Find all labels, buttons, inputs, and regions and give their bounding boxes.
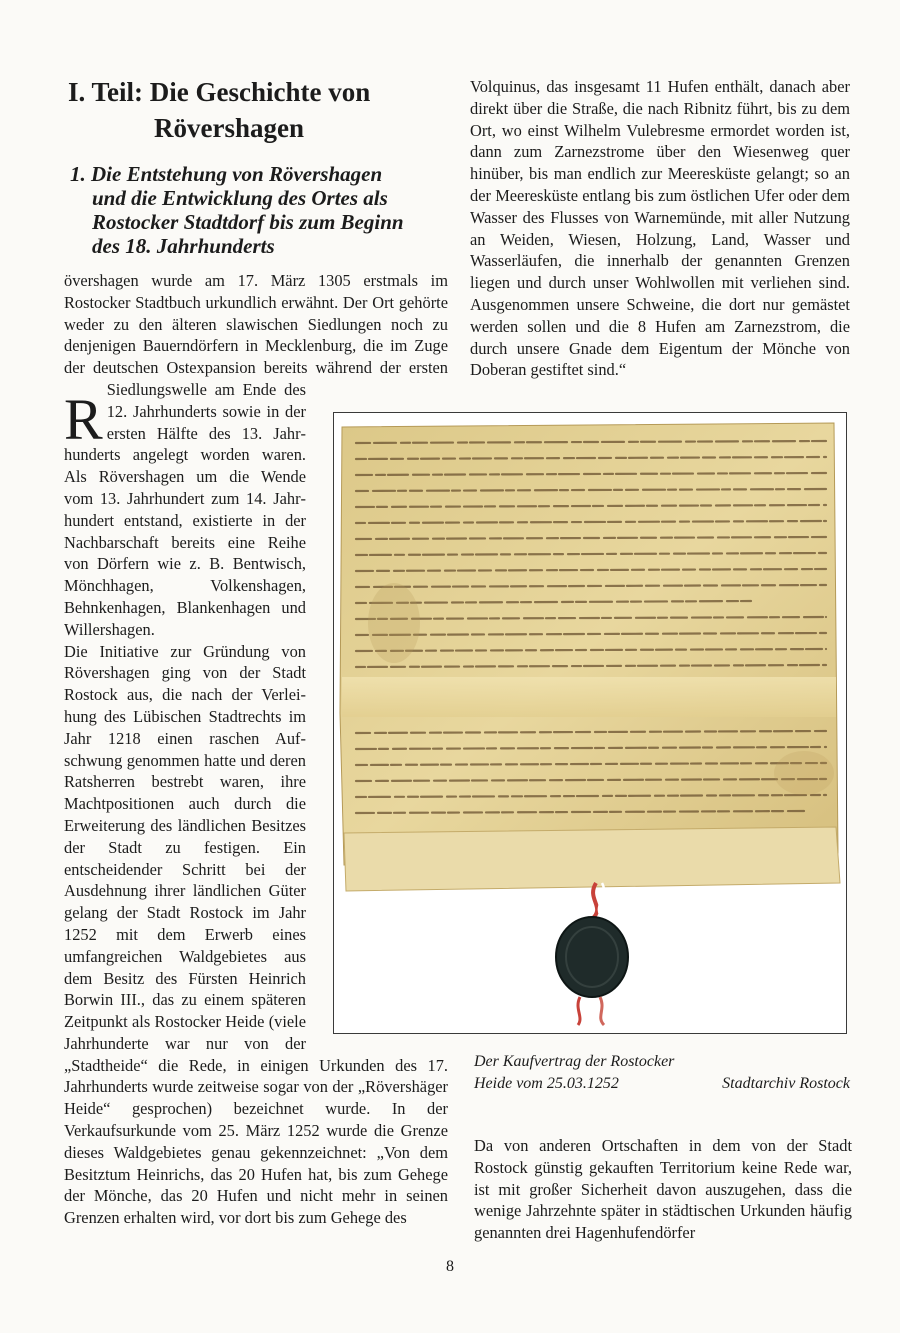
section-title-line-2: und die Entwicklung des Ortes als <box>92 186 388 210</box>
stain <box>368 583 420 663</box>
chapter-title <box>64 74 448 146</box>
chapter-title-line-1: I. Teil: Die Geschichte von <box>68 77 371 107</box>
caption-line-2: Heide vom 25.03.1252 <box>474 1075 619 1092</box>
paragraph-1-text: övershagen wurde am 17. März 1305 erstmals im Rostocker Stadtbuch urkundlich erwähnt. Der Ort gehörte weder zu den älteren slawischen Siedlungen noch zu denjenigen Bauerndörfern in Mecklenburg, die im Zuge der deutschen Ostexpansion bereits während der ersten Siedlungswelle am Ende des 12. Jahrhunderts sowie in der ersten Hälfte des 13. Jahrhunderts angelegt worden waren. Als Rövershagen um die Wende vom 13. Jahrhundert zum 14. Jahrhundert entstand, existierte in der Nachbarschaft bereits eine Reihe von Dörfern wie z. B. Bentwisch, Mönchhagen, Volkenshagen, Behnkenhagen, Blankenhagen und Willershagen. <box>64 271 448 639</box>
section-title-line-4: des 18. Jahrhunderts <box>92 234 275 258</box>
seal-cord <box>599 883 604 919</box>
section-title-line-1: 1. Die Entstehung von Rövershagen <box>70 162 383 186</box>
chapter-title-line-2: Rövershagen <box>154 113 304 143</box>
seal-cord-end <box>600 997 604 1025</box>
caption-line-1: Der Kaufvertrag der Rostocker <box>474 1053 675 1070</box>
section-title-line-3: Rostocker Stadtdorf bis zum Beginn <box>92 210 404 234</box>
page-number: 8 <box>446 1258 454 1275</box>
caption-source: Stadtarchiv Rostock <box>722 1075 850 1092</box>
section-title <box>70 162 448 258</box>
paragraph-2: Die Initiative zur Gründung von Rövershagen ging von der Stadt Rostock aus, die nach der Verleihung des Lübischen Stadtrechts im Jahr 1218 einen raschen Aufschwung genommen hatte und deren Ratsherren bestrebt waren, ihre Machtpositionen auch durch die Erweiterung des ländlichen Besitzes der Stadt zu festigen. Ein entscheidender Schritt bei der Ausdehnung ihrer ländlichen Güter gelang der Stadt Rostock im Jahr 1252 mit dem Erwerb eines umfangreichen Waldgebietes aus dem Besitz des Fürsten Heinrich Borwin III., das zu einem späteren Zeitpunkt als Rostocker Heide (viele Jahrhunderte war nur von der „Stadtheide“ die Rede, in einigen Urkunden des 17. Jahrhunderts wurde zeitweise sogar von der „Rövershäger Heide“ gesprochen) bezeichnet wurde. In der Verkaufsurkunde vom 25. März 1252 wurde die Grenze dieses Waldgebietes genau gekennzeichnet: „Von dem Besitztum Heinrichs, das 20 Hufen hat, bis zum Gehege der Mönche, das 20 Hufen und nicht mehr in seinen Grenzen erhalten wird, vor dort bis zum Gehege des <box>64 641 448 1228</box>
right-column-bottom-text: Da von anderen Ortschaften in dem von der Stadt Rostock günstig gekauften Territorium keine Rede war, ist mit großer Sicherheit davon auszugehen, dass die wenige Jahrzehnte später in städtischen Urkunden häufig genannten drei Hagenhufendörfer <box>474 1136 852 1243</box>
stain <box>774 751 834 795</box>
right-column-top-text: Volquinus, das insgesamt 11 Hufen enthält, danach aber direkt über die Straße, die nach Ribnitz führt, bis zu dem Ort, wo einst Wilhelm Vulebresme ermordet worden ist, dann zum Zarnezstrome über den Wiesenweg quer hinüber, bis man endlich zur Meeresküste gelangt; so an der Meeresküste entlang bis zum östlichen Ufer oder dem Wasser des Flusses von Warnemünde, mit aller Nutzung an Weiden, Wiesen, Holzung, Land, Wasser und Wasserläufen, die innerhalb der genannten Grenzen liegen und durch unser Wohlwollen mit verliehen sind. Ausgenommen unsere Schweine, die dort nur gemästet werden sollen und die 8 Hufen am Zarnezstrom, die durch unsere Gnade dem Eigentum der Mönche von Doberan gestiftet sind.“ <box>470 77 850 380</box>
document-photo <box>333 412 847 1034</box>
figure-caption <box>474 1051 852 1095</box>
drop-cap: R <box>64 387 103 452</box>
fold-band <box>342 677 836 717</box>
seal-cord-end <box>578 997 580 1025</box>
plica <box>344 827 840 891</box>
parchment-illustration <box>334 413 846 1033</box>
